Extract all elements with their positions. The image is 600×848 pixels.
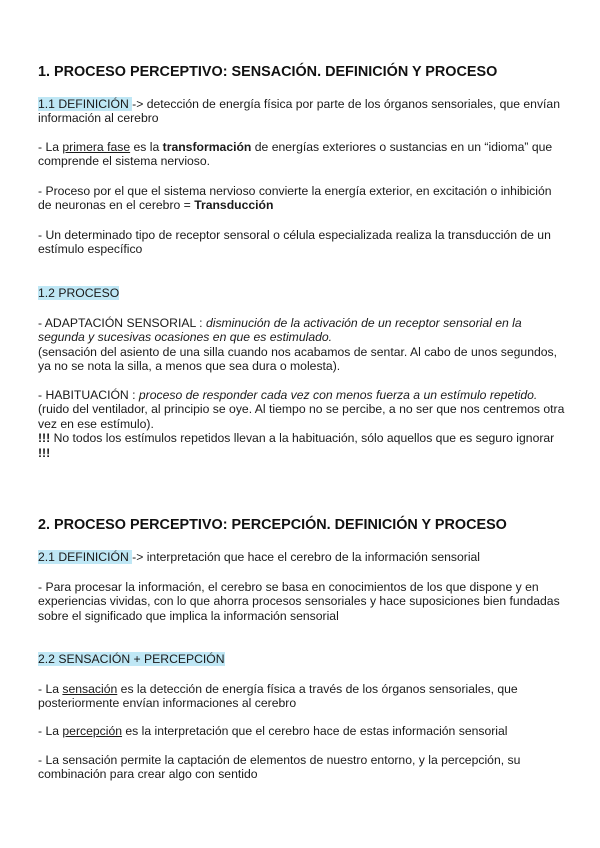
italic-text: proceso de responder cada vez con menos fuerza a un estímulo repetido. xyxy=(138,388,538,402)
text: es la xyxy=(130,140,163,154)
text: - La xyxy=(38,682,63,696)
s2-definition-text: -> interpretación que hace el cerebro de la información sensorial xyxy=(132,550,481,564)
exclamation-mark: !!! xyxy=(38,431,51,446)
s1-habituation xyxy=(38,388,566,460)
italic-text: disminución de la activación de un receptor sensorial en la segunda y sucesivas ocasiones en que es estimulado. xyxy=(38,316,522,345)
section-1-title: 1. PROCESO PERCEPTIVO: SENSACIÓN. DEFINICIÓN Y PROCESO xyxy=(38,64,498,80)
s1-paragraph-2 xyxy=(38,184,566,213)
underlined-text: percepción xyxy=(62,724,123,738)
exclamation-mark: !!! xyxy=(38,445,51,460)
s1-definition-label: 1.1 DEFINICIÓN xyxy=(38,97,133,111)
text: (ruido del ventilador, al principio se oye. Al tiempo no se percibe, a no ser que nos centremos otra vez en ese estímulo). xyxy=(38,402,565,431)
text: es la interpretación que el cerebro hace de estas información sensorial xyxy=(122,724,508,738)
s2-paragraph-1: - Para procesar la información, el cerebro se basa en conocimientos de los que dispone y en experiencias vividas, con lo que ahorra procesos sensoriales y hace suposiciones bien fundadas sobre el significado que implica la información sensorial xyxy=(38,580,560,623)
text: - Proceso por el que el sistema nervioso convierte la energía exterior, en excitación o inhibición de neuronas en el cerebro = xyxy=(38,184,552,213)
bold-text: transformación xyxy=(162,140,252,154)
s1-paragraph-3: - Un determinado tipo de receptor sensoral o célula especializada realiza la transducción de un estímulo específico xyxy=(38,228,551,257)
s1-process-label: 1.2 PROCESO xyxy=(38,286,120,300)
s1-process-heading xyxy=(38,286,566,300)
s2-last-paragraph: - La sensación permite la captación de elementos de nuestro entorno, y la percepción, su combinación para crear algo con sentido xyxy=(38,753,521,782)
s1-adaptation xyxy=(38,316,566,374)
section-2-title: 2. PROCESO PERCEPTIVO: PERCEPCIÓN. DEFINICIÓN Y PROCESO xyxy=(38,517,507,533)
s2-definition xyxy=(38,550,566,564)
text: - La xyxy=(38,140,63,154)
underlined-text: sensación xyxy=(62,682,118,696)
s2-definition-label: 2.1 DEFINICIÓN xyxy=(38,550,133,564)
s2-sensation xyxy=(38,682,566,711)
s1-definition xyxy=(38,97,566,126)
s2-sensation-perception-label: 2.2 SENSACIÓN + PERCEPCIÓN xyxy=(38,652,225,666)
text: (sensación del asiento de una silla cuando nos acabamos de sentar. Al cabo de unos segundos, ya no se nota la silla, a menos que sea dura o molesta). xyxy=(38,344,558,374)
s1-definition-text: -> detección de energía física por parte de los órganos sensoriales, que envían información al cerebro xyxy=(38,97,560,126)
text: No todos los estímulos repetidos llevan a la habituación, sólo aquellos que es seguro ignorar xyxy=(50,431,555,446)
text: es la detección de energía física a través de los órganos sensoriales, que posteriormente envían informaciones al cerebro xyxy=(38,682,518,711)
text: - HABITUACIÓN : xyxy=(38,388,139,402)
text: - La xyxy=(38,724,63,738)
s2-perception xyxy=(38,724,566,738)
s2-sensation-perception-heading xyxy=(38,652,566,666)
text: de energías exteriores o sustancias en un “idioma” que comprende el sistema nervioso. xyxy=(38,140,553,169)
bold-text: Transducción xyxy=(194,198,274,213)
s1-paragraph-1 xyxy=(38,140,566,169)
text: - ADAPTACIÓN SENSORIAL : xyxy=(38,316,206,330)
underlined-text: primera fase xyxy=(62,140,131,154)
